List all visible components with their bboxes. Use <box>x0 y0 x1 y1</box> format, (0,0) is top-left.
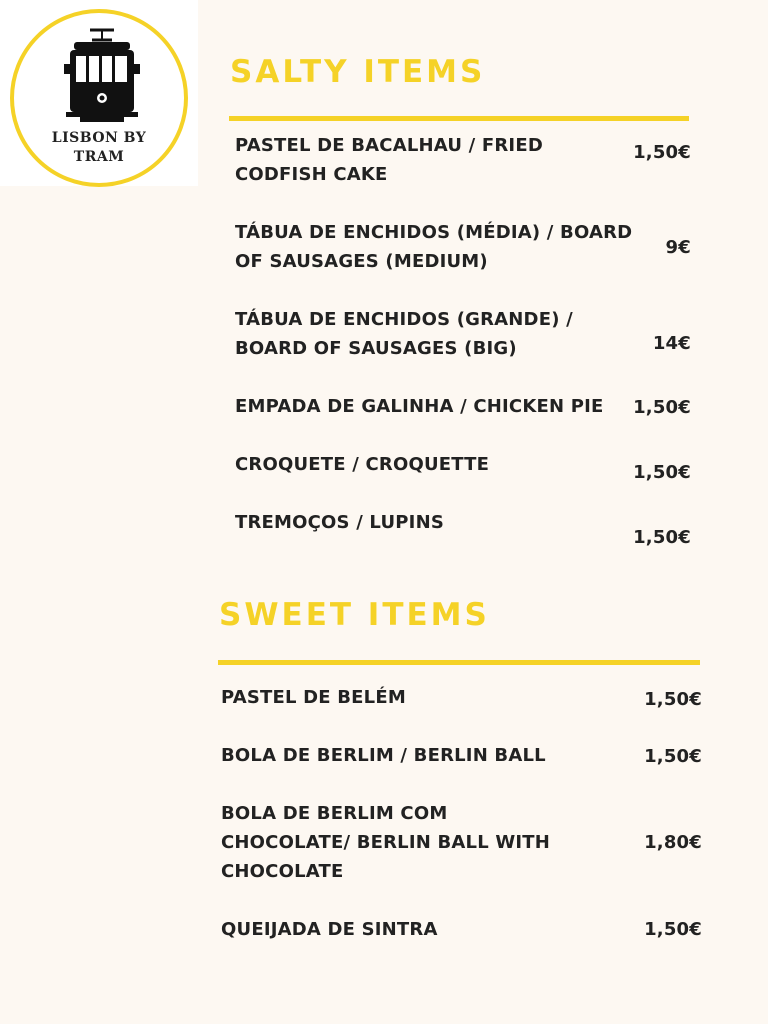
logo-text-line2: TRAM <box>73 149 125 165</box>
logo-panel <box>0 0 198 186</box>
salty-section-title: SALTY ITEMS <box>230 54 486 90</box>
sweet-item-price: 1,80€ <box>644 832 702 853</box>
salty-item-price: 1,50€ <box>633 142 691 163</box>
salty-item-name: TREMOÇOS / LUPINS <box>235 512 444 533</box>
sweet-item-price: 1,50€ <box>644 746 702 767</box>
logo-text <box>14 129 184 167</box>
logo-text-line1: LISBON BY <box>51 130 147 146</box>
sweet-item-name: BOLA DE BERLIM / BERLIN BALL <box>221 745 546 766</box>
sweet-divider <box>218 660 700 665</box>
sweet-item-price: 1,50€ <box>644 919 702 940</box>
salty-item-price: 14€ <box>652 333 691 354</box>
salty-item-name: CROQUETE / CROQUETTE <box>235 454 490 475</box>
salty-item-name: TÁBUA DE ENCHIDOS (GRANDE) / BOARD OF SAUSAGES (BIG) <box>235 309 573 359</box>
sweet-section-title: SWEET ITEMS <box>219 597 490 633</box>
salty-divider <box>229 116 689 121</box>
sweet-item-price: 1,50€ <box>644 689 702 710</box>
salty-item-name: PASTEL DE BACALHAU / FRIED CODFISH CAKE <box>235 135 543 185</box>
sweet-item-name: PASTEL DE BELÉM <box>221 687 406 708</box>
salty-item-name: EMPADA DE GALINHA / CHICKEN PIE <box>235 396 604 417</box>
salty-item-price: 1,50€ <box>633 527 691 548</box>
sweet-item-name: BOLA DE BERLIM COM CHOCOLATE/ BERLIN BALL WITH CHOCOLATE <box>221 803 551 882</box>
sweet-item-name: QUEIJADA DE SINTRA <box>221 919 438 940</box>
salty-item-name: TÁBUA DE ENCHIDOS (MÉDIA) / BOARD OF SAUSAGES (MEDIUM) <box>235 222 633 272</box>
salty-item-price: 9€ <box>665 237 691 258</box>
salty-item-price: 1,50€ <box>633 397 691 418</box>
tram-icon <box>62 26 142 126</box>
salty-item-price: 1,50€ <box>633 462 691 483</box>
logo-badge <box>10 9 188 187</box>
